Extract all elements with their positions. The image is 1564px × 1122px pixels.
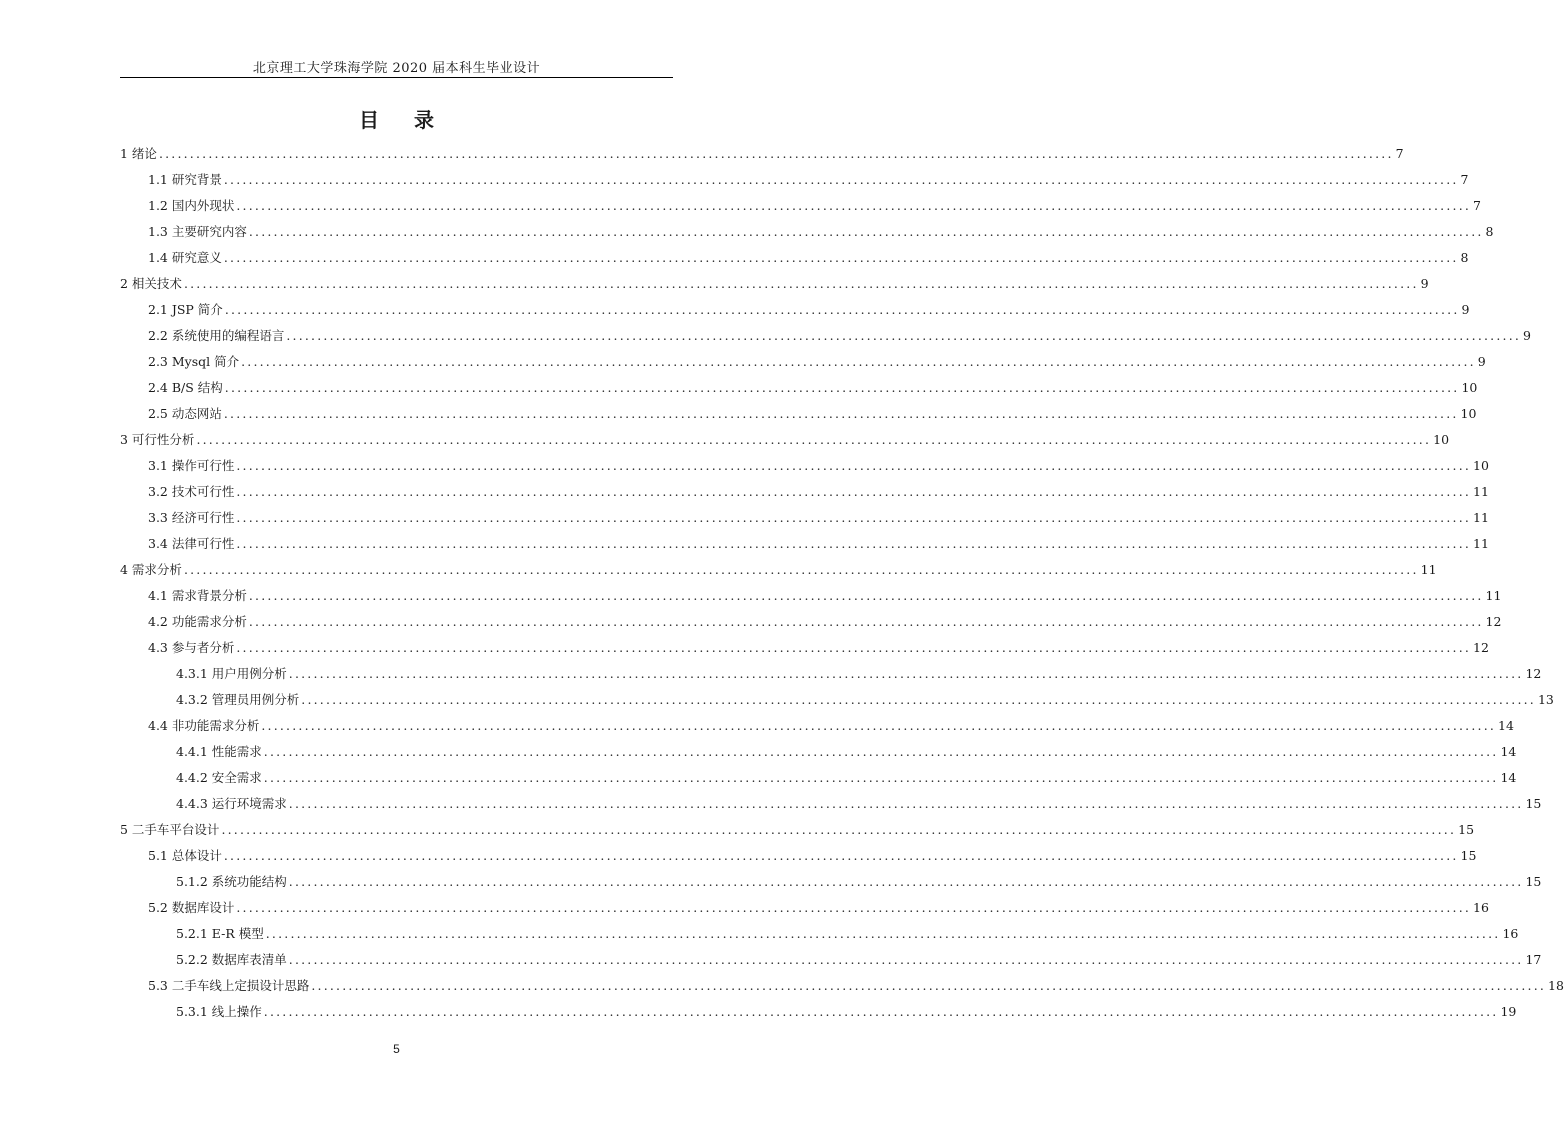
toc-dot-leader: ........................................................................................................................................................................................................ — [236, 900, 1472, 915]
toc-dot-leader: ........................................................................................................................................................................................................ — [248, 614, 1484, 629]
toc-entry[interactable] — [120, 245, 1469, 271]
toc-entry[interactable] — [120, 869, 1542, 895]
toc-dot-leader: ........................................................................................................................................................................................................ — [224, 302, 1460, 317]
toc-dot-leader: ........................................................................................................................................................................................................ — [196, 432, 1432, 447]
toc-entry[interactable] — [120, 817, 1475, 843]
toc-entry-page: 19 — [1500, 1004, 1517, 1019]
toc-entry[interactable] — [120, 271, 1429, 297]
toc-dot-leader: ........................................................................................................................................................................................................ — [236, 510, 1472, 525]
toc-dot-leader: ........................................................................................................................................................................................................ — [221, 822, 1457, 837]
toc-entry[interactable] — [120, 167, 1469, 193]
toc-entry-page: 10 — [1460, 406, 1477, 421]
toc-entry[interactable] — [120, 973, 1564, 999]
toc-entry-page: 10 — [1473, 458, 1489, 473]
toc-dot-leader: ........................................................................................................................................................................................................ — [263, 744, 1499, 759]
toc-dot-leader: ........................................................................................................................................................................................................ — [236, 536, 1472, 551]
toc-entry-page: 18 — [1548, 978, 1564, 993]
toc-dot-leader: ........................................................................................................................................................................................................ — [248, 224, 1484, 239]
toc-entry-page: 17 — [1525, 952, 1542, 967]
toc-dot-leader: ........................................................................................................................................................................................................ — [223, 848, 1459, 863]
toc-dot-leader: ........................................................................................................................................................................................................ — [158, 146, 1394, 161]
toc-entry-label: 5 二手车平台设计 — [120, 822, 220, 837]
toc-entry-page: 14 — [1500, 770, 1517, 785]
toc-dot-leader: ........................................................................................................................................................................................................ — [288, 796, 1524, 811]
toc-entry[interactable] — [120, 921, 1519, 947]
toc-entry-label: 4.4.2 安全需求 — [176, 770, 262, 785]
toc-dot-leader: ........................................................................................................................................................................................................ — [288, 666, 1524, 681]
toc-dot-leader: ........................................................................................................................................................................................................ — [248, 588, 1484, 603]
toc-entry[interactable] — [120, 765, 1517, 791]
toc-entry-page: 9 — [1461, 302, 1470, 317]
toc-entry-label: 2.3 Mysql 简介 — [148, 354, 240, 369]
toc-entry-page: 11 — [1420, 562, 1437, 577]
toc-dot-leader: ........................................................................................................................................................................................................ — [223, 172, 1459, 187]
toc-entry[interactable] — [120, 375, 1478, 401]
toc-entry[interactable] — [120, 141, 1404, 167]
toc-entry[interactable] — [120, 635, 1489, 661]
toc-entry-page: 11 — [1485, 588, 1502, 603]
toc-entry[interactable] — [120, 713, 1514, 739]
toc-entry-label: 2.1 JSP 简介 — [148, 302, 223, 317]
toc-entry-label: 4.1 需求背景分析 — [148, 588, 247, 603]
page-header: 北京理工大学珠海学院 2020 届本科生毕业设计 — [252, 61, 541, 76]
toc-dot-leader: ........................................................................................................................................................................................................ — [301, 692, 1536, 707]
toc-entry-page: 16 — [1473, 900, 1489, 915]
toc-dot-leader: ........................................................................................................................................................................................................ — [241, 354, 1476, 369]
toc-entry-label: 1.4 研究意义 — [148, 250, 222, 265]
toc-entry-label: 3.4 法律可行性 — [148, 536, 235, 551]
toc-entry-page: 14 — [1500, 744, 1517, 759]
toc-entry-page: 11 — [1473, 536, 1489, 551]
toc-dot-leader: ........................................................................................................................................................................................................ — [288, 952, 1524, 967]
toc-dot-leader: ........................................................................................................................................................................................................ — [236, 458, 1472, 473]
toc-entry[interactable] — [120, 479, 1489, 505]
toc-title: 目 录 — [359, 108, 448, 132]
toc-entry-label: 4.2 功能需求分析 — [148, 614, 247, 629]
toc-entry-label: 1 绪论 — [120, 146, 157, 161]
toc-entry-label: 3.2 技术可行性 — [148, 484, 235, 499]
toc-entry[interactable] — [120, 661, 1542, 687]
header-divider — [120, 77, 673, 78]
toc-entry-label: 2.5 动态网站 — [148, 406, 222, 421]
toc-entry-page: 11 — [1473, 510, 1489, 525]
toc-entry-page: 7 — [1395, 146, 1404, 161]
toc-entry[interactable] — [120, 843, 1477, 869]
toc-dot-leader: ........................................................................................................................................................................................................ — [236, 198, 1472, 213]
toc-dot-leader: ........................................................................................................................................................................................................ — [263, 770, 1499, 785]
toc-entry-label: 1.1 研究背景 — [148, 172, 222, 187]
toc-entry-label: 5.2.2 数据库表清单 — [176, 952, 287, 967]
toc-entry[interactable] — [120, 609, 1502, 635]
toc-dot-leader: ........................................................................................................................................................................................................ — [288, 874, 1524, 889]
toc-entry[interactable] — [120, 791, 1542, 817]
toc-entry-page: 9 — [1420, 276, 1429, 291]
toc-entry[interactable] — [120, 453, 1489, 479]
toc-entry-page: 12 — [1485, 614, 1502, 629]
toc-dot-leader: ........................................................................................................................................................................................................ — [286, 328, 1522, 343]
toc-entry[interactable] — [120, 531, 1489, 557]
toc-entry[interactable] — [120, 999, 1517, 1025]
toc-entry-label: 3.3 经济可行性 — [148, 510, 235, 525]
table-of-contents — [120, 141, 1564, 1025]
toc-entry[interactable] — [120, 193, 1481, 219]
toc-entry-page: 16 — [1502, 926, 1519, 941]
toc-entry[interactable] — [120, 557, 1437, 583]
toc-entry-page: 8 — [1460, 250, 1469, 265]
toc-entry[interactable] — [120, 427, 1450, 453]
toc-entry[interactable] — [120, 895, 1489, 921]
toc-dot-leader: ........................................................................................................................................................................................................ — [236, 640, 1472, 655]
toc-entry-label: 4.3.2 管理员用例分析 — [176, 692, 300, 707]
toc-entry-label: 4.3.1 用户用例分析 — [176, 666, 287, 681]
toc-entry-page: 10 — [1433, 432, 1450, 447]
toc-entry-label: 2 相关技术 — [120, 276, 182, 291]
toc-entry-label: 3 可行性分析 — [120, 432, 195, 447]
toc-entry-page: 11 — [1473, 484, 1489, 499]
toc-entry-page: 12 — [1525, 666, 1542, 681]
toc-entry-label: 5.1 总体设计 — [148, 848, 222, 863]
toc-entry[interactable] — [120, 739, 1517, 765]
toc-entry[interactable] — [120, 349, 1486, 375]
toc-entry-page: 13 — [1537, 692, 1554, 707]
toc-entry-page: 14 — [1498, 718, 1514, 733]
toc-entry[interactable] — [120, 505, 1489, 531]
toc-entry-label: 1.2 国内外现状 — [148, 198, 235, 213]
toc-entry[interactable] — [120, 219, 1494, 245]
toc-entry-label: 5.2.1 E-R 模型 — [176, 926, 264, 941]
toc-entry-page: 8 — [1485, 224, 1494, 239]
toc-entry-page: 15 — [1525, 874, 1542, 889]
toc-entry-page: 15 — [1460, 848, 1477, 863]
toc-dot-leader: ........................................................................................................................................................................................................ — [265, 926, 1501, 941]
toc-entry-label: 3.1 操作可行性 — [148, 458, 235, 473]
toc-entry-label: 2.4 B/S 结构 — [148, 380, 223, 395]
toc-entry-page: 15 — [1458, 822, 1475, 837]
toc-dot-leader: ........................................................................................................................................................................................................ — [311, 978, 1547, 993]
toc-entry-page: 7 — [1460, 172, 1469, 187]
toc-entry-label: 4.4.3 运行环境需求 — [176, 796, 287, 811]
toc-entry[interactable] — [120, 401, 1477, 427]
toc-entry[interactable] — [120, 323, 1531, 349]
toc-entry-page: 15 — [1525, 796, 1542, 811]
toc-entry-label: 5.3.1 线上操作 — [176, 1004, 262, 1019]
toc-entry-label: 5.1.2 系统功能结构 — [176, 874, 287, 889]
toc-dot-leader: ........................................................................................................................................................................................................ — [236, 484, 1472, 499]
page-number: 5 — [393, 1042, 400, 1056]
toc-entry-page: 9 — [1523, 328, 1531, 343]
toc-entry-label: 1.3 主要研究内容 — [148, 224, 247, 239]
toc-dot-leader: ........................................................................................................................................................................................................ — [183, 562, 1419, 577]
toc-entry-page: 9 — [1477, 354, 1486, 369]
toc-dot-leader: ........................................................................................................................................................................................................ — [263, 1004, 1499, 1019]
toc-entry-label: 4.4.1 性能需求 — [176, 744, 262, 759]
toc-entry[interactable] — [120, 297, 1470, 323]
toc-entry-label: 5.3 二手车线上定损设计思路 — [148, 978, 310, 993]
toc-entry-label: 5.2 数据库设计 — [148, 900, 235, 915]
toc-dot-leader: ........................................................................................................................................................................................................ — [223, 250, 1459, 265]
toc-entry[interactable] — [120, 687, 1554, 713]
toc-entry-label: 4.4 非功能需求分析 — [148, 718, 260, 733]
toc-entry-label: 4.3 参与者分析 — [148, 640, 235, 655]
toc-entry[interactable] — [120, 583, 1502, 609]
toc-entry-label: 4 需求分析 — [120, 562, 182, 577]
toc-entry-page: 12 — [1473, 640, 1489, 655]
toc-dot-leader: ........................................................................................................................................................................................................ — [183, 276, 1419, 291]
toc-entry-page: 10 — [1461, 380, 1478, 395]
toc-entry-page: 7 — [1473, 198, 1481, 213]
toc-dot-leader: ........................................................................................................................................................................................................ — [261, 718, 1497, 733]
toc-entry-label: 2.2 系统使用的编程语言 — [148, 328, 285, 343]
toc-entry[interactable] — [120, 947, 1542, 973]
toc-dot-leader: ........................................................................................................................................................................................................ — [223, 406, 1459, 421]
toc-dot-leader: ........................................................................................................................................................................................................ — [224, 380, 1460, 395]
